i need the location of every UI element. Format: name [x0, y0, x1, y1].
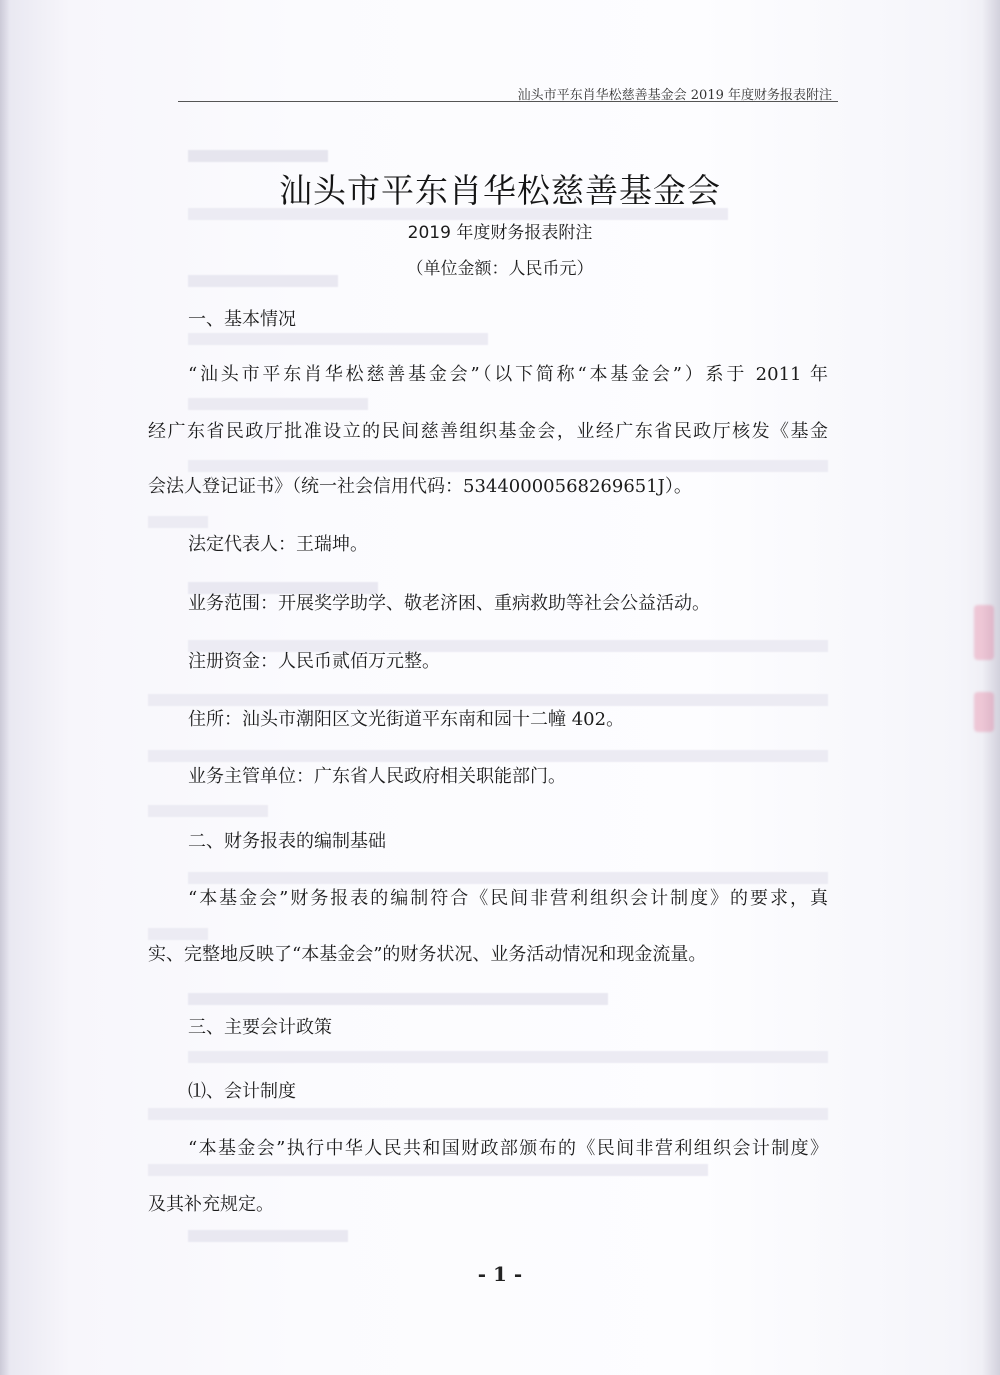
preparation-basis-line-2: 实、完整地反映了“本基金会”的财务状况、业务活动情况和现金流量。 — [148, 944, 707, 965]
registered-address: 住所：汕头市潮阳区文光街道平东南和园十二幢 402。 — [188, 709, 625, 730]
subsection-heading-accounting-system: ⑴、会计制度 — [188, 1081, 296, 1102]
intro-paragraph-line-3: 会法人登记证书》（统一社会信用代码：53440000568269651J）。 — [148, 476, 692, 497]
section-heading-preparation-basis: 二、财务报表的编制基础 — [188, 831, 386, 852]
section-heading-accounting-policies: 三、主要会计政策 — [188, 1017, 332, 1038]
running-header: 汕头市平东肖华松慈善基金会 2019 年度财务报表附注 — [517, 88, 832, 103]
document-title: 汕头市平东肖华松慈善基金会 — [279, 171, 721, 210]
legal-representative: 法定代表人：王瑞坤。 — [188, 534, 368, 555]
accounting-system-line-1: “本基金会”执行中华人民共和国财政部颁布的《民间非营利组织会计制度》 — [188, 1138, 828, 1159]
section-heading-basic-info: 一、基本情况 — [188, 309, 296, 330]
intro-paragraph-line-1: “汕头市平东肖华松慈善基金会”（以下简称“本基金会”）系于 2011 年 — [188, 364, 828, 385]
supervising-unit: 业务主管单位：广东省人民政府相关职能部门。 — [188, 766, 566, 787]
accounting-system-line-2: 及其补充规定。 — [148, 1194, 274, 1215]
document-subtitle: 2019 年度财务报表附注 — [407, 223, 593, 243]
seal-stamp-fragment-top — [974, 605, 994, 660]
header-rule — [178, 101, 838, 102]
seal-stamp-fragment-bottom — [974, 692, 994, 732]
preparation-basis-line-1: “本基金会”财务报表的编制符合《民间非营利组织会计制度》的要求，真 — [188, 888, 828, 909]
intro-paragraph-line-2: 经广东省民政厅批准设立的民间慈善组织基金会，业经广东省民政厅核发《基金 — [148, 421, 828, 442]
currency-unit-note: （单位金额：人民币元） — [406, 259, 594, 279]
registered-capital: 注册资金：人民币贰佰万元整。 — [188, 651, 440, 672]
business-scope: 业务范围：开展奖学助学、敬老济困、重病救助等社会公益活动。 — [188, 593, 710, 614]
page-number: - 1 - — [477, 1262, 523, 1286]
